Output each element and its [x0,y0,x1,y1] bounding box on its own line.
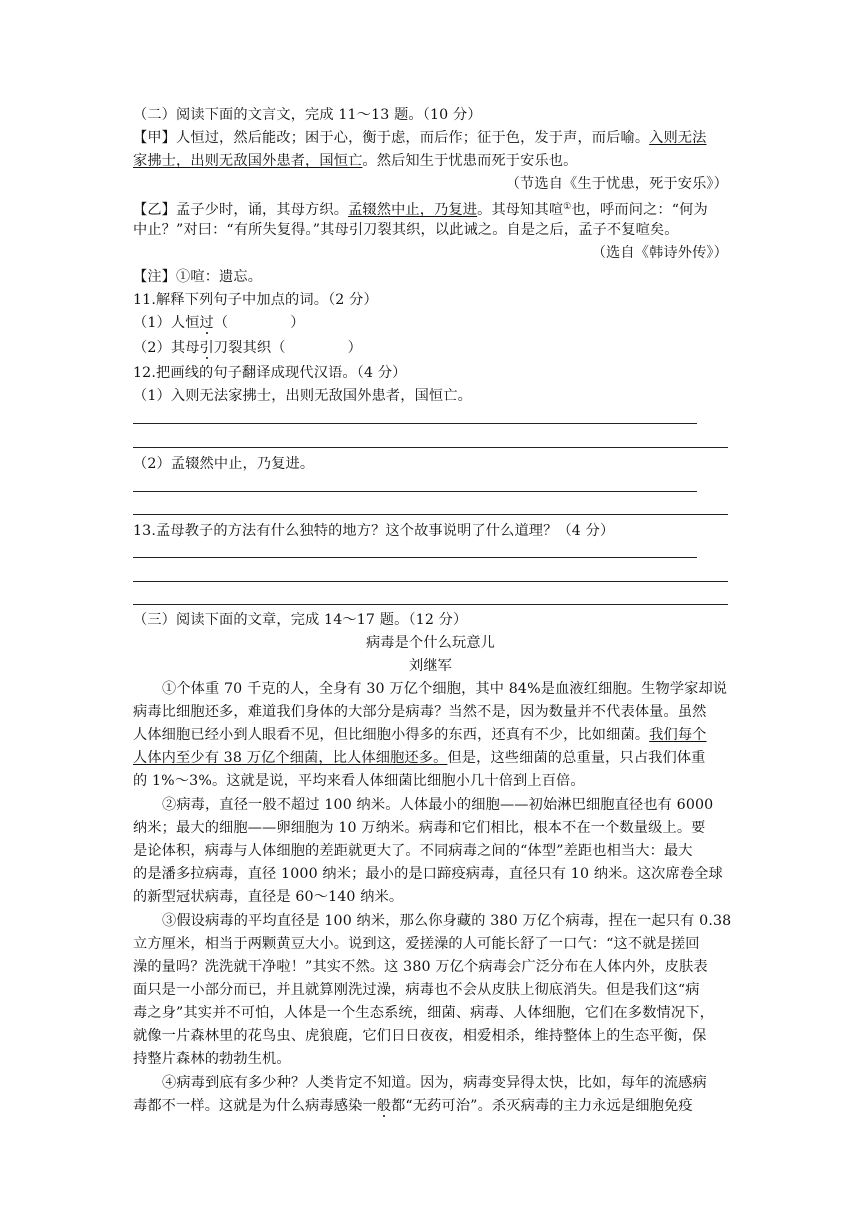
para3-line6: 就像一片森林里的花鸟虫、虎狼鹿，它们日日夜夜，相爱相杀，维持整体上的生态平衡，保 [133,1028,707,1044]
para2-line5: 的新型冠状病毒，直径是 60～140 纳米。 [133,889,404,905]
jia-line-2 [133,150,728,172]
answer-line[interactable] [133,423,697,424]
question-12: 12.把画线的句子翻译成现代汉语。（4 分） [133,365,407,381]
q11-2-mid: 刀裂其织（ [213,340,286,356]
para2-line4: 的是潘多拉病毒，直径 1000 纳米；最小的是口蹄疫病毒，直径只有 10 纳米。这次席卷全球 [133,866,723,882]
section3-heading: （三）阅读下面的文章，完成 14～17 题。（12 分） [133,612,468,628]
jia-underline-1: 入则无法 [649,130,707,146]
para4-line2 [133,1095,728,1117]
yi-text-1a: 孟子少时，诵，其母方织。 [176,202,349,218]
jia-source: （节选自《生于忧患，死于安乐》） [505,176,728,192]
answer-line[interactable] [133,447,728,448]
yi-text-1b: 。其母知其喧 [477,202,564,218]
question-11: 11.解释下列句子中加点的词。（2 分） [133,292,378,308]
yi-text-1c: 也，呼而问之：“何为 [571,202,708,218]
answer-line[interactable] [133,581,728,582]
para3-line2: 立方厘米，相当于两颗黄豆大小。说到这，爱搓澡的人可能长舒了一口气：“这不就是搓回 [133,936,700,952]
para1-line4 [133,747,728,769]
article-author: 刘继军 [408,658,452,674]
q11-1-open: （ [213,315,229,331]
para4-text: 毒都不一样。这就是为什么病毒感染一 [133,1098,377,1114]
dotted-word-yin: 引 [199,340,214,356]
para4-line1: ④病毒到底有多少种？人类肯定不知道。因为，病毒变异得太快，比如，每年的流感病 [162,1075,707,1091]
yi-underline: 孟辍然中止，乃复进 [348,202,478,218]
para1-line3 [133,724,728,746]
para1-line2: 病毒比细胞还多，难道我们身体的大部分是病毒？当然不是，因为数量并不代表体量。虽然 [133,704,707,720]
yi-line-2: 中止？”对曰：“有所失复得。”其母引刀裂其织，以此诫之。自是之后，孟子不复喧矣。 [133,222,679,238]
para2-line1: ②病毒，直径一般不超过 100 纳米。人体最小的细胞——初始淋巴细胞直径也有 6000 [162,797,714,813]
question-11-1 [133,312,728,334]
footnote: 【注】①喧：遗忘。 [133,269,263,285]
para4-text: 都“无药可治”。杀灭病毒的主力永远是细胞免疫 [391,1098,693,1114]
yi-source: （选自《韩诗外传》） [591,245,728,261]
para1-underline-b: 人体内至少有 38 万亿个细菌，比人体细胞还多。 [133,750,448,766]
question-11-2 [133,337,728,359]
q11-1-close: ） [290,315,305,331]
answer-line[interactable] [133,557,697,558]
para3-line5: 毒之身”其实并不可怕，人体是一个生态系统，细菌、病毒、人体细胞，它们在多数情况下， [133,1005,714,1021]
para1-text: 但是，这些细菌的总重量，只占我们体重 [447,750,706,766]
para2-line2: 纳米；最大的细胞——卵细胞为 10 万纳米。病毒和它们相比，根本不在一个数量级上。要 [133,820,706,836]
jia-tag: 【甲】 [133,130,177,146]
footnote-mark: ① [563,202,572,212]
answer-line[interactable] [133,491,697,492]
para1-line1: ①个体重 70 千克的人，全身有 30 万亿个细胞，其中 84%是血液红细胞。生物学家却说 [162,681,728,697]
question-12-2: （2）孟辍然中止，乃复进。 [133,456,315,472]
para3-line4: 面只是一小部分而已，并且就算刚洗过澡，病毒也不会从皮肤上彻底消失。但是我们这“病 [133,982,700,998]
q11-2-text: （2）其母 [133,340,200,356]
para2-line3: 是论体积，病毒与人体细胞的差距就更大了。不同病毒之间的“体型”差距也相当大：最大 [133,843,693,859]
jia-text-1: 人恒过，然后能改；困于心，衡于虑，而后作；征于色，发于声，而后喻。 [176,130,650,146]
jia-underline-2: 家拂士，出则无敌国外患者，国恒亡 [133,153,363,169]
para3-line3: 澡的量吗？洗洗就干净啦！”其实不然。这 380 万亿个病毒会广泛分布在人体内外，皮肤表 [133,959,708,975]
answer-line[interactable] [133,514,728,515]
question-12-1: （1）入则无法家拂士，出则无敌国外患者，国恒亡。 [133,388,472,404]
yi-tag: 【乙】 [133,202,177,218]
q11-1-text: （1）人恒 [133,315,200,331]
question-13: 13.孟母教子的方法有什么独特的地方？这个故事说明了什么道理？（4 分） [133,523,615,539]
article-title: 病毒是个什么玩意儿 [365,635,496,651]
jia-text-2: 。然后知生于忧患而死于安乐也。 [362,153,578,169]
q11-2-close: ） [347,340,362,356]
para3-line7: 持整片森林的勃勃生机。 [133,1051,291,1067]
yi-line-1 [133,196,728,221]
para1-text: 人体细胞已经小到人眼看不见，但比细胞小得多的东西，还真有不少，比如细菌。 [133,727,650,743]
para3-line1: ③假设病毒的平均直径是 100 纳米，那么你身藏的 380 万亿个病毒，捏在一起只有 0.38 [162,913,732,929]
answer-line[interactable] [133,604,728,605]
jia-line-1 [133,127,728,149]
para1-line5: 的 1%～3%。这就是说，平均来看人体细菌比细胞小几十倍到上百倍。 [133,773,585,789]
para1-underline-a: 我们每个 [649,727,707,743]
dotted-word-guo: 过 [199,315,214,331]
section2-heading: （二）阅读下面的文言文，完成 11～13 题。（10 分） [133,107,482,123]
dotted-word-ban: 般 [376,1098,392,1114]
